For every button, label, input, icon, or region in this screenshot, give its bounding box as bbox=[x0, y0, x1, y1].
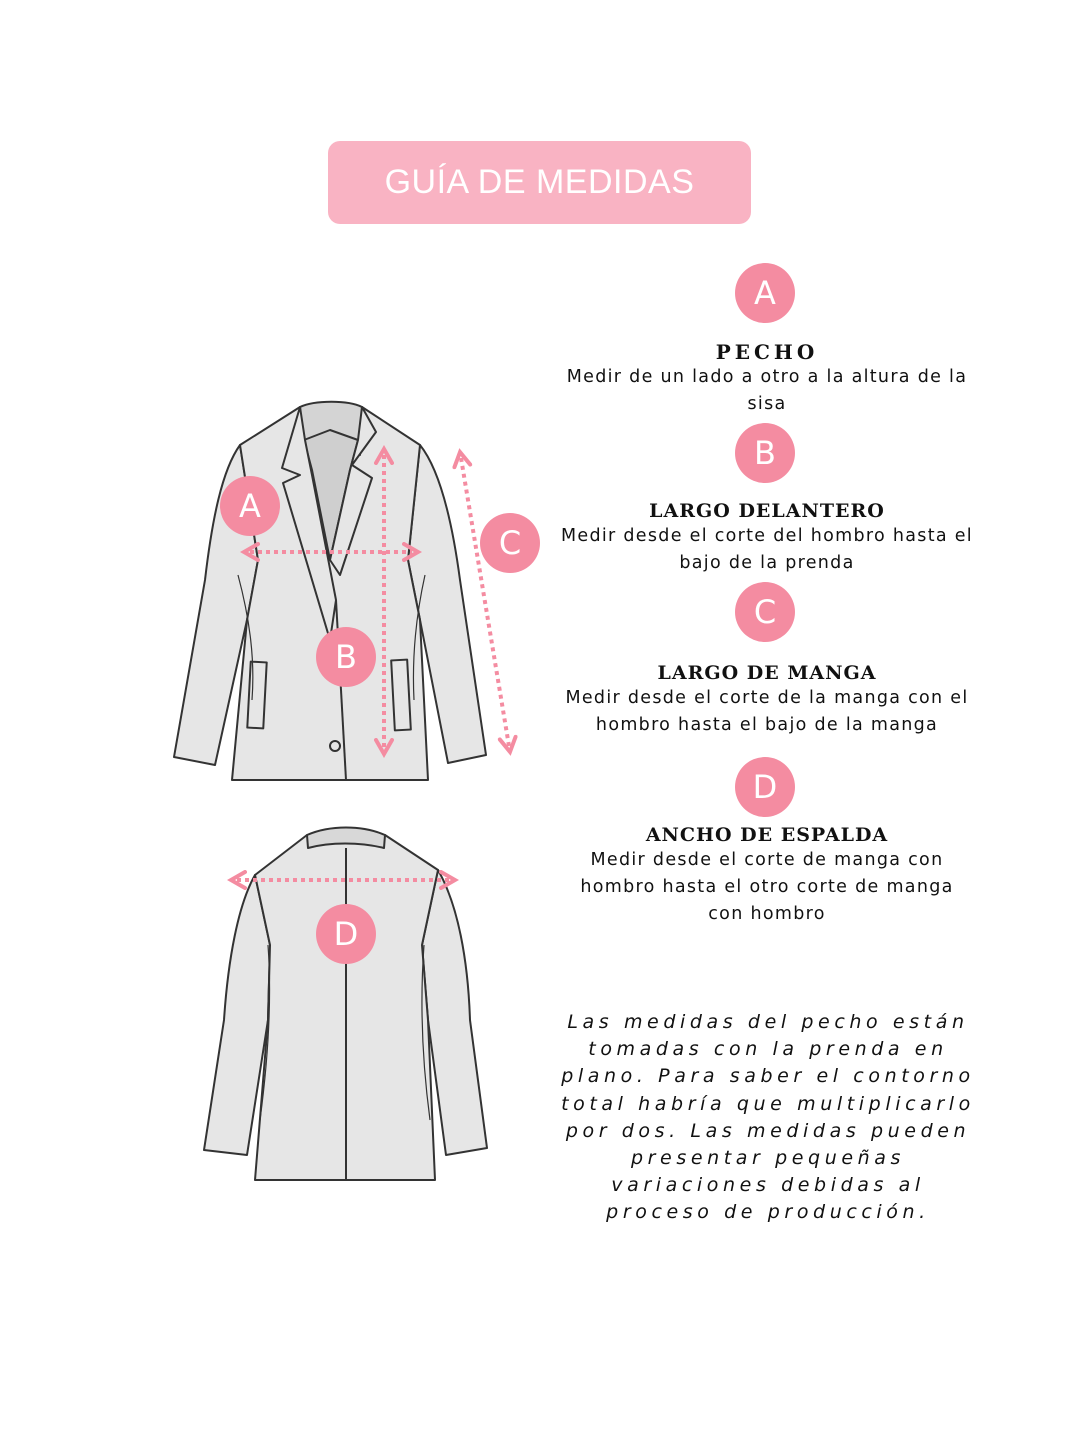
badge-letter: C bbox=[498, 524, 522, 562]
measure-title-ancho-espalda: ANCHO DE ESPALDA bbox=[645, 824, 889, 846]
diagram-badge-a bbox=[220, 476, 280, 536]
diagram-badge-d bbox=[316, 904, 376, 964]
legend-badge-b bbox=[735, 423, 795, 483]
measure-title-largo-delantero: LARGO DELANTERO bbox=[649, 500, 885, 522]
badge-letter: C bbox=[753, 593, 777, 631]
badge-letter: B bbox=[335, 638, 357, 676]
legend-badge-c bbox=[735, 582, 795, 642]
measure-desc-largo-delantero: Medir desde el corte del hombro hasta el bajo de la prenda bbox=[561, 526, 973, 573]
measure-title-pecho: PECHO bbox=[715, 340, 819, 364]
diagram-badge-b bbox=[316, 627, 376, 687]
measure-title-largo-manga: LARGO DE MANGA bbox=[657, 662, 877, 684]
badge-letter: A bbox=[239, 487, 261, 525]
diagram-badge-c bbox=[480, 513, 540, 573]
legend-badge-a bbox=[735, 263, 795, 323]
badge-letter: A bbox=[754, 274, 776, 312]
measure-desc-largo-manga: Medir desde el corte de la manga con el hombro hasta el bajo de la manga bbox=[565, 688, 969, 735]
legend-badge-d bbox=[735, 757, 795, 817]
page-title: GUÍA DE MEDIDAS bbox=[384, 163, 695, 201]
measurement-note: Las medidas del pecho están tomadas con la prenda en plano. Para saber el contorno total habría que multiplicarlo por dos. Las medidas pueden presentar pequeñas variaciones debidas al proceso de producción. bbox=[561, 1011, 975, 1224]
badge-letter: D bbox=[333, 915, 359, 953]
badge-letter: B bbox=[754, 434, 776, 472]
measure-desc-ancho-espalda: Medir desde el corte de manga con hombro hasta el otro corte de manga con hombro bbox=[580, 850, 954, 924]
badge-letter: D bbox=[752, 768, 778, 806]
measure-desc-pecho: Medir de un lado a otro a la altura de la sisa bbox=[566, 367, 968, 414]
front-blazer-illustration bbox=[174, 402, 486, 780]
